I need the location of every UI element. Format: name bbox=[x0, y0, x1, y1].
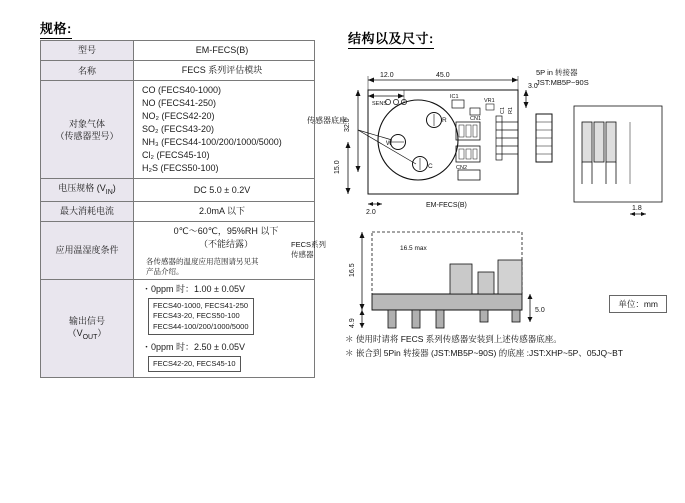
row-label-name: 名称 bbox=[41, 61, 134, 81]
dim-15: 15.0 bbox=[334, 160, 341, 174]
label-fecs-sensor bbox=[291, 240, 326, 260]
row-value-output bbox=[134, 280, 315, 378]
silk-ic1: IC1 bbox=[450, 94, 459, 100]
out-label-sub: OUT bbox=[82, 333, 98, 341]
dim-12: 12.0 bbox=[380, 72, 394, 79]
silk-w: W bbox=[386, 140, 393, 147]
gas-item: CO (FECS40-1000) bbox=[142, 85, 222, 96]
gas-item: NO (FECS41-250) bbox=[142, 98, 217, 109]
dim-165: 16.5 bbox=[349, 263, 356, 277]
row-value-gas bbox=[134, 81, 315, 179]
row-label-current: 最大消耗电流 bbox=[41, 201, 134, 221]
label-sensor-base: 传感器底座 bbox=[307, 116, 347, 125]
label-connector-line2: JST:MB5P~90S bbox=[536, 78, 589, 88]
row-label-voltage-sub: IN bbox=[105, 189, 113, 197]
dim-3-right: 3.0 bbox=[528, 83, 538, 90]
unit-note: 单位：mm bbox=[609, 295, 667, 313]
silk-c1: C1 bbox=[500, 106, 506, 114]
gas-item: SO₂ (FECS43-20) bbox=[142, 124, 215, 135]
dim-2: 2.0 bbox=[366, 209, 376, 216]
dim-18: 1.8 bbox=[632, 205, 642, 212]
row-label-voltage bbox=[41, 179, 134, 201]
row-label-voltage-text: 电压规格 (V bbox=[58, 183, 106, 194]
row-label-output-line2 bbox=[45, 327, 129, 342]
output-box2-line1: FECS42-20, FECS45-10 bbox=[153, 358, 236, 368]
row-value-voltage: DC 5.0 ± 0.2V bbox=[134, 179, 315, 201]
table-row bbox=[41, 81, 315, 179]
spec-table bbox=[40, 40, 315, 378]
table-row bbox=[41, 179, 315, 201]
row-label-gas bbox=[41, 81, 134, 179]
silk-r: R bbox=[442, 117, 447, 124]
label-connector bbox=[536, 68, 589, 88]
label-fecs-line2: 传感器 bbox=[291, 250, 314, 260]
output-line-2: ・0ppm 时：2.50 ± 0.05V bbox=[142, 341, 245, 352]
footnote-1: ＊ 使用时请将 FECS 系列传感器安装到上述传感器底座。 bbox=[345, 334, 562, 344]
row-label-output-line1: 输出信号 bbox=[68, 315, 105, 326]
spec-heading: 规格: bbox=[40, 18, 72, 39]
row-label-gas-line1: 对象气体 bbox=[68, 118, 105, 129]
gas-item: NH₃ (FECS44-100/200/1000/5000) bbox=[142, 137, 282, 148]
table-row bbox=[41, 61, 315, 81]
out-label-part1: （V bbox=[67, 328, 83, 339]
output-box1-line1: FECS40-1000, FECS41-250 bbox=[153, 301, 249, 311]
label-connector-line1: 5P in 转接器 bbox=[536, 68, 578, 77]
output-line-1: ・0ppm 时：1.00 ± 0.05V bbox=[142, 284, 245, 295]
dim-50-right: 5.0 bbox=[535, 307, 545, 314]
board-name: EM-FECS(B) bbox=[426, 202, 467, 209]
row-value-model: EM-FECS(B) bbox=[134, 41, 315, 61]
row-label-model: 型号 bbox=[41, 41, 134, 61]
dim-49: 4.9 bbox=[349, 318, 356, 328]
silk-cn2: CN2 bbox=[456, 165, 468, 171]
silk-sens: SENS bbox=[372, 101, 387, 107]
dim-45: 45.0 bbox=[436, 72, 450, 79]
row-label-voltage-end: ) bbox=[112, 183, 116, 194]
silk-vr1: VR1 bbox=[484, 98, 495, 104]
row-value-current: 2.0mA 以下 bbox=[134, 201, 315, 221]
table-row bbox=[41, 41, 315, 61]
row-value-temp bbox=[134, 221, 315, 280]
silk-r1: R1 bbox=[508, 106, 514, 114]
output-box1-line2: FECS43-20, FECS50-100 bbox=[153, 311, 240, 321]
temp-note2: 产品介绍。 bbox=[146, 266, 184, 276]
row-label-temp: 应用温湿度条件 bbox=[41, 221, 134, 280]
temp-line1: 0℃～60℃，95%RH 以下 bbox=[173, 225, 279, 236]
table-row bbox=[41, 280, 315, 378]
row-label-gas-line2: （传感器型号） bbox=[55, 130, 119, 141]
dim-165-max: 16.5 max bbox=[400, 245, 427, 252]
gas-item: H₂S (FECS50-100) bbox=[142, 163, 219, 174]
silk-c: C bbox=[428, 163, 433, 170]
gas-item: NO₂ (FECS42-20) bbox=[142, 111, 215, 122]
table-row bbox=[41, 221, 315, 280]
label-fecs-line1: FECS系列 bbox=[291, 240, 327, 249]
footnote-2: ＊ 嵌合到 5Pin 转接器 (JST:MB5P~90S) 的底座 :JST:XHP~5P、05JQ~BT bbox=[345, 348, 623, 358]
temp-line2: （不能结露） bbox=[198, 238, 253, 249]
out-label-part2: ） bbox=[97, 328, 107, 339]
dim-32: 32.0 bbox=[344, 118, 351, 132]
structure-heading: 结构以及尺寸: bbox=[348, 28, 434, 49]
silk-cn1: CN1 bbox=[470, 116, 482, 122]
gas-item: Cl₂ (FECS45-10) bbox=[142, 150, 210, 161]
row-value-name: FECS 系列评估模块 bbox=[134, 61, 315, 81]
output-box-2 bbox=[148, 356, 241, 372]
table-row bbox=[41, 201, 315, 221]
temp-note1: 各传感器的温度应用范围请另见其 bbox=[146, 256, 259, 266]
row-label-output bbox=[41, 280, 134, 378]
output-box-1 bbox=[148, 298, 254, 334]
output-box1-line3: FECS44-100/200/1000/5000 bbox=[153, 321, 249, 331]
